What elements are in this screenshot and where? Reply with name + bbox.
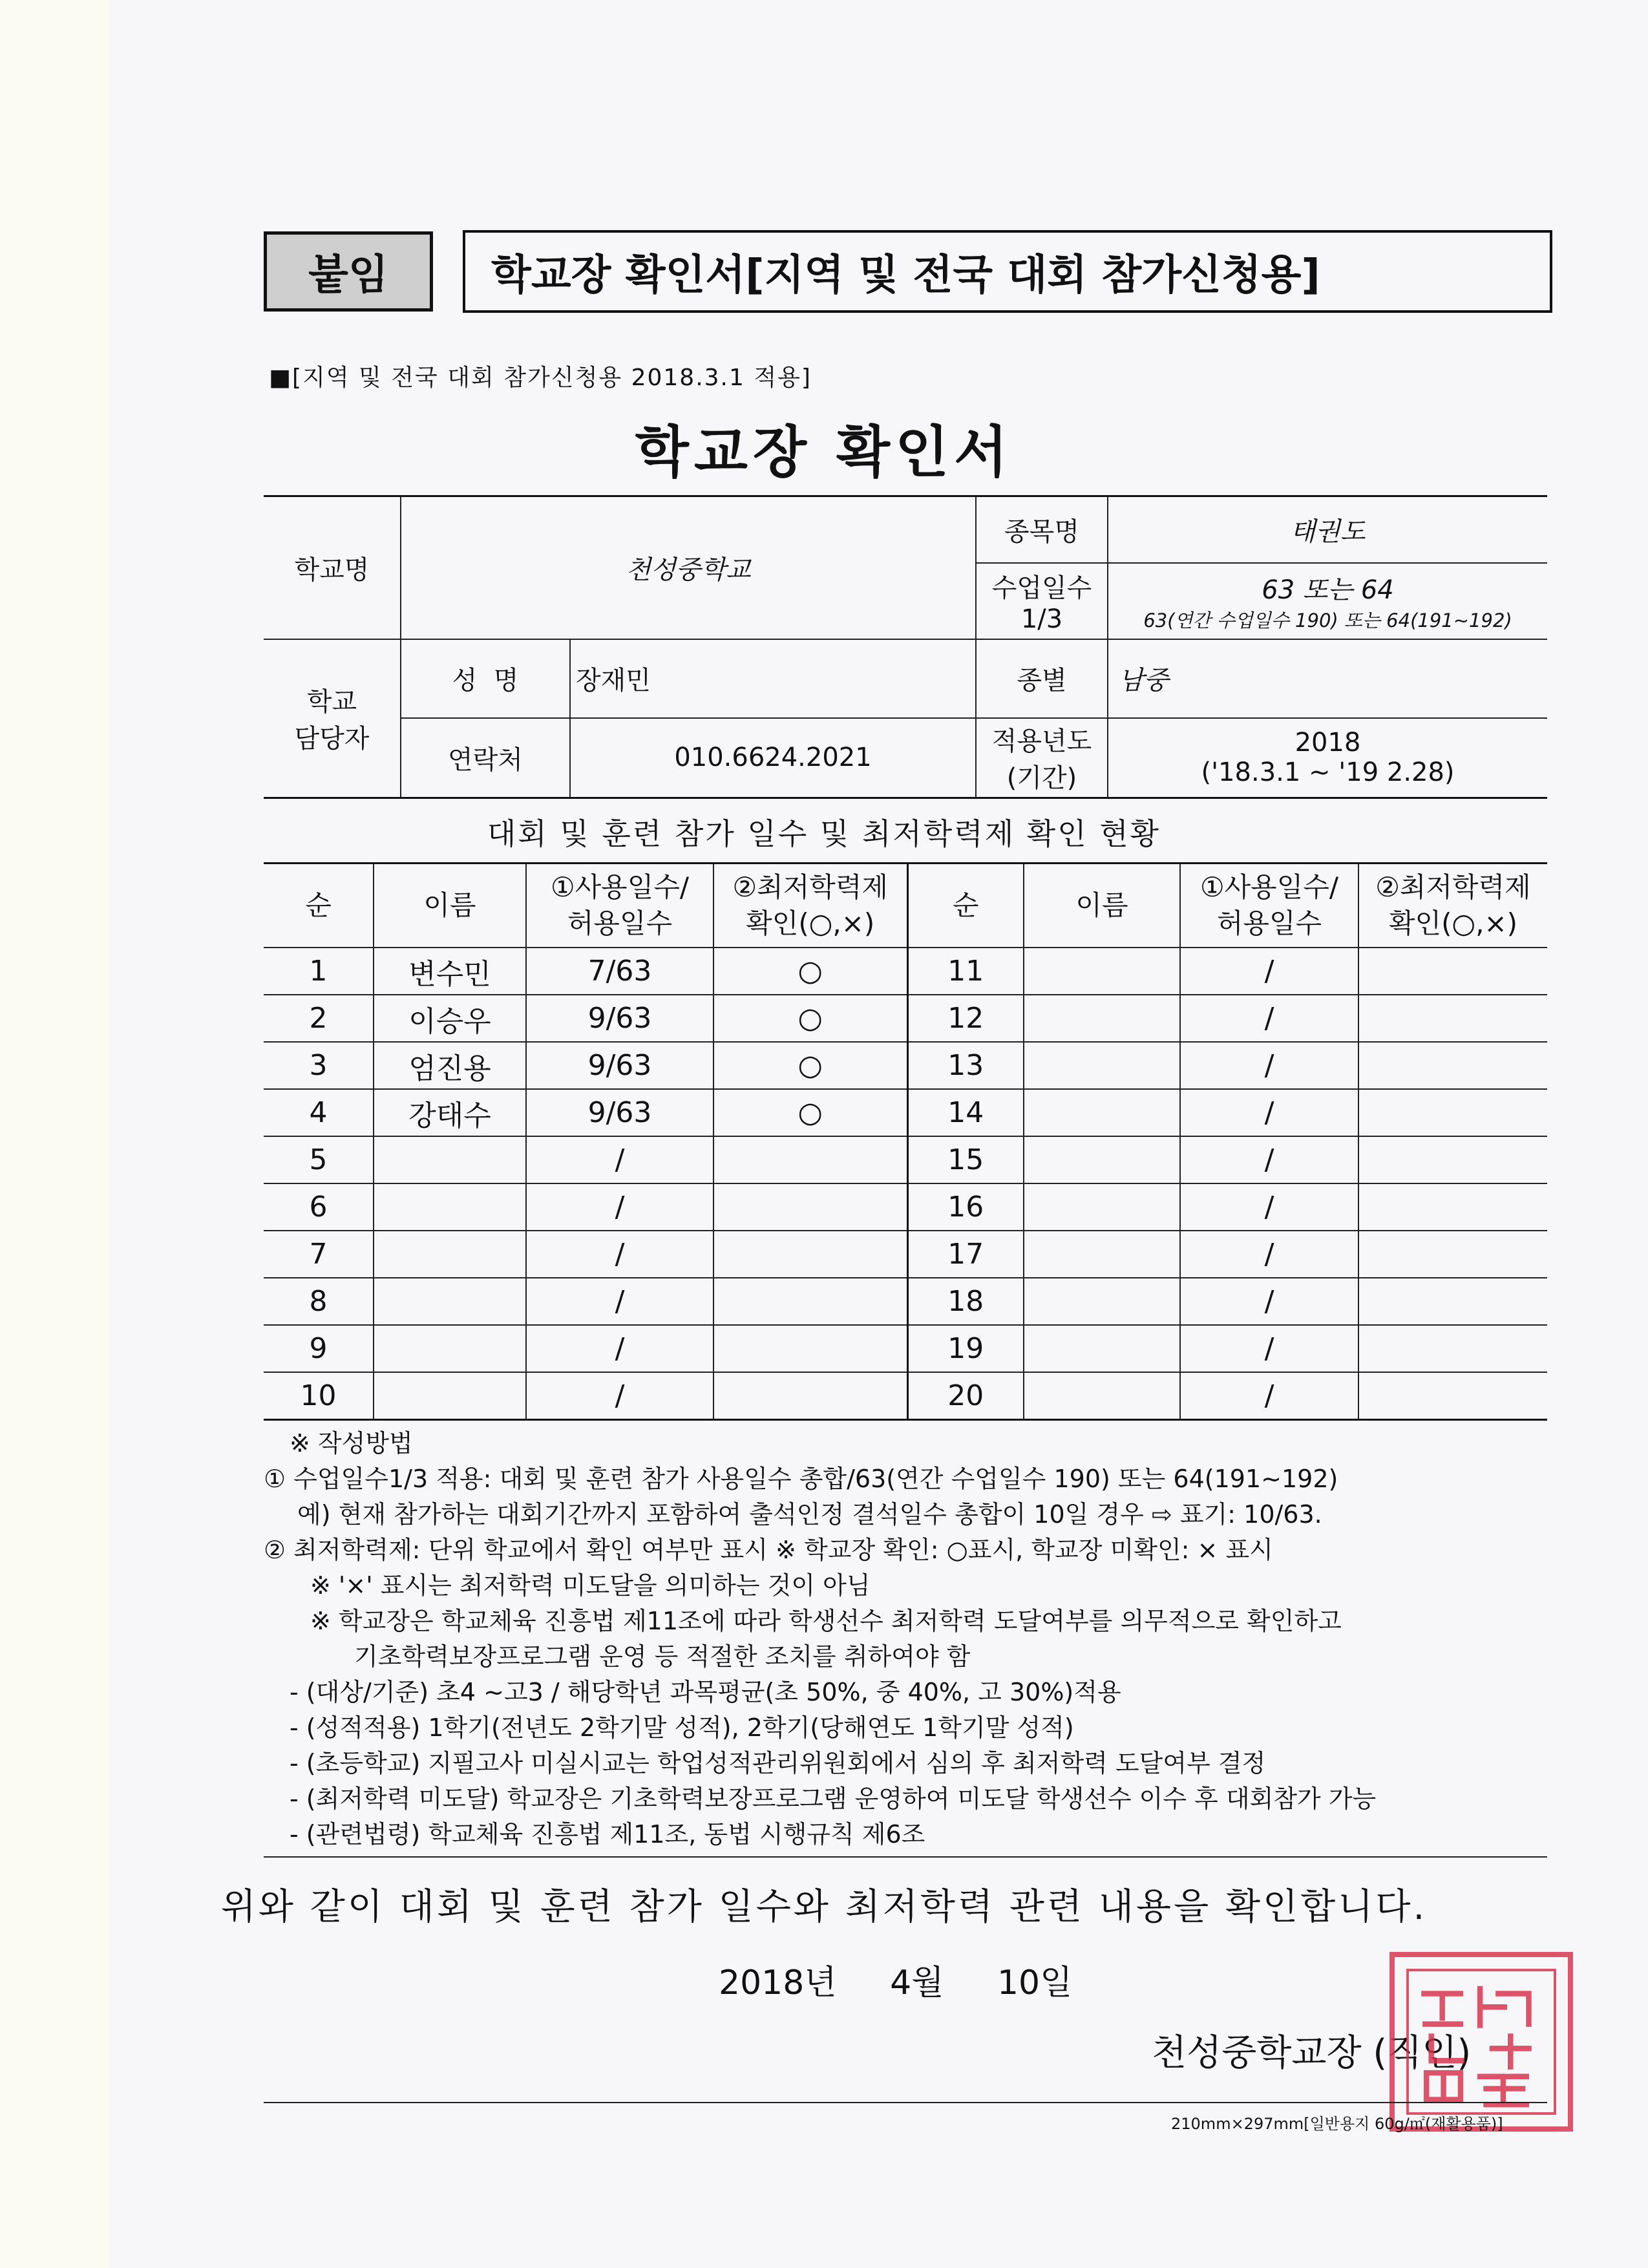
cell-check <box>713 1231 907 1278</box>
seal-glyphs <box>1395 1957 1568 2126</box>
cell-no: 11 <box>907 948 1024 995</box>
gender-label: 종별 <box>976 639 1108 718</box>
divider <box>264 1856 1547 1858</box>
header-name: 이름 <box>374 864 526 948</box>
cell-days: 7/63 <box>526 948 713 995</box>
class-days-value <box>1108 563 1547 639</box>
table-row <box>264 948 1547 995</box>
cell-check <box>713 1183 907 1231</box>
table-row <box>264 1325 1547 1372</box>
cell-days: / <box>1180 1089 1358 1136</box>
cell-days: / <box>526 1278 713 1325</box>
cell-check <box>713 1278 907 1325</box>
note-line: 기초학력보장프로그램 운영 등 적절한 조치를 취하여야 함 <box>354 1642 971 1671</box>
cell-no: 9 <box>264 1325 374 1372</box>
cell-check: ○ <box>713 995 907 1042</box>
cell-days: / <box>1180 1042 1358 1089</box>
cell-days: 9/63 <box>526 995 713 1042</box>
cell-check <box>713 1372 907 1420</box>
cell-name: 강태수 <box>374 1089 526 1136</box>
principal-signature: 천성중학교장 (직인) <box>1152 2032 1472 2074</box>
header-check-line1: ②최저학력제 <box>1375 871 1531 903</box>
header-check <box>1358 864 1547 948</box>
header-days-line1: ①사용일수/ <box>1199 871 1339 903</box>
header-days <box>1180 864 1358 948</box>
year-main: 2018 <box>1294 728 1361 758</box>
official-seal-stamp <box>1389 1952 1573 2132</box>
cell-name <box>374 1231 526 1278</box>
phone-value: 010.6624.2021 <box>570 718 976 798</box>
cell-no: 18 <box>907 1278 1024 1325</box>
event-label: 종목명 <box>976 496 1108 563</box>
cell-no: 20 <box>907 1372 1024 1420</box>
cell-no: 8 <box>264 1278 374 1325</box>
header-check-line1: ②최저학력제 <box>732 871 888 903</box>
cell-name <box>374 1183 526 1231</box>
cell-check: ○ <box>713 1042 907 1089</box>
header-no: 순 <box>907 864 1024 948</box>
contact-person-label <box>264 639 401 798</box>
header-name: 이름 <box>1024 864 1180 948</box>
school-label: 학교명 <box>264 496 401 639</box>
header-check-line2: 확인(○,×) <box>746 907 875 939</box>
class-days-note: 63(연간 수업일수 190) 또는 64(191~192) <box>1143 609 1512 631</box>
cell-check <box>1358 1372 1547 1420</box>
table-row <box>264 1278 1547 1325</box>
cell-days: / <box>1180 995 1358 1042</box>
cell-no: 17 <box>907 1231 1024 1278</box>
cell-check <box>1358 1278 1547 1325</box>
cell-name <box>1024 1136 1180 1183</box>
cell-no: 1 <box>264 948 374 995</box>
cell-no: 5 <box>264 1136 374 1183</box>
cell-name <box>1024 1089 1180 1136</box>
header-days <box>526 864 713 948</box>
confirmation-statement: 위와 같이 대회 및 훈련 참가 일수와 최저학력 관련 내용을 확인합니다. <box>220 1886 1428 1928</box>
cell-name <box>1024 1231 1180 1278</box>
cell-days: / <box>1180 1183 1358 1231</box>
school-info-table <box>264 495 1547 799</box>
cell-name <box>1024 1372 1180 1420</box>
cell-name <box>374 1325 526 1372</box>
cell-days: / <box>1180 948 1358 995</box>
cell-check <box>1358 1042 1547 1089</box>
cell-no: 16 <box>907 1183 1024 1231</box>
table-row <box>264 995 1547 1042</box>
cell-name <box>1024 1325 1180 1372</box>
phone-label: 연락처 <box>401 718 570 798</box>
cell-name <box>1024 1042 1180 1089</box>
attachment-tag: 붙임 <box>264 231 433 312</box>
note-line: - (대상/기준) 초4 ~고3 / 해당학년 과목평균(초 50%, 중 40%, 고 30%)적용 <box>290 1678 1121 1706</box>
cell-name: 이승우 <box>374 995 526 1042</box>
cell-no: 7 <box>264 1231 374 1278</box>
table-row <box>264 1136 1547 1183</box>
cell-no: 2 <box>264 995 374 1042</box>
note-line: - (성적적용) 1학기(전년도 2학기말 성적), 2학기(당해연도 1학기말 성적) <box>290 1713 1074 1742</box>
header-days-line2: 허용일수 <box>567 907 673 939</box>
participation-table <box>264 862 1547 1421</box>
event-name: 태권도 <box>1108 496 1547 563</box>
note-line: - (최저학력 미도달) 학교장은 기초학력보장프로그램 운영하여 미도달 학생선수 이수 후 대회참가 가능 <box>290 1785 1377 1813</box>
header-days-line2: 허용일수 <box>1216 907 1322 939</box>
year-value <box>1108 718 1547 798</box>
cell-no: 3 <box>264 1042 374 1089</box>
cell-days: / <box>526 1325 713 1372</box>
year-label-line2: (기간) <box>1006 763 1077 794</box>
cell-name <box>374 1372 526 1420</box>
cell-check <box>713 1325 907 1372</box>
year-label <box>976 718 1108 798</box>
cell-name <box>1024 1278 1180 1325</box>
document-title: 학교장 확인서 <box>635 420 1013 485</box>
cell-check <box>1358 1231 1547 1278</box>
cell-check <box>1358 948 1547 995</box>
year-label-line1: 적용년도 <box>991 726 1092 757</box>
header-check <box>713 864 907 948</box>
contact-label-line1: 학교 <box>306 687 357 717</box>
note-line: ※ '×' 표시는 최저학력 미도달을 의미하는 것이 아님 <box>310 1571 871 1600</box>
cell-days: 9/63 <box>526 1042 713 1089</box>
note-line: - (초등학교) 지필고사 미실시교는 학업성적관리위원회에서 심의 후 최저학력 도달여부 결정 <box>290 1749 1266 1777</box>
table-row <box>264 1042 1547 1089</box>
header-days-line1: ①사용일수/ <box>550 871 690 903</box>
cell-days: 9/63 <box>526 1089 713 1136</box>
date-day: 10일 <box>997 1964 1073 2002</box>
cell-days: / <box>1180 1136 1358 1183</box>
cell-no: 4 <box>264 1089 374 1136</box>
cell-name <box>1024 1183 1180 1231</box>
note-line: - (관련법령) 학교체육 진흥법 제11조, 동법 시행규칙 제6조 <box>290 1820 925 1849</box>
date-month: 4월 <box>890 1964 944 2002</box>
cell-check <box>713 1136 907 1183</box>
name-label: 성 명 <box>401 639 570 718</box>
table-row <box>264 1183 1547 1231</box>
cell-no: 12 <box>907 995 1024 1042</box>
note-line: ① 수업일수1/3 적용: 대회 및 훈련 참가 사용일수 총합/63(연간 수업일수 190) 또는 64(191~192) <box>264 1465 1338 1493</box>
class-days-label <box>976 563 1108 639</box>
gender-value: 남중 <box>1108 639 1547 718</box>
cell-check <box>1358 1089 1547 1136</box>
cell-no: 6 <box>264 1183 374 1231</box>
cell-days: / <box>526 1372 713 1420</box>
cell-check <box>1358 1136 1547 1183</box>
cell-no: 19 <box>907 1325 1024 1372</box>
cell-days: / <box>526 1136 713 1183</box>
cell-days: / <box>1180 1278 1358 1325</box>
year-range: ('18.3.1 ~ '19 2.28) <box>1201 758 1455 788</box>
table-row <box>264 1372 1547 1420</box>
cell-days: / <box>1180 1325 1358 1372</box>
header-check-line2: 확인(○,×) <box>1388 907 1518 939</box>
table-row <box>264 1231 1547 1278</box>
header-no: 순 <box>264 864 374 948</box>
instructions <box>264 1426 1556 1852</box>
cell-check <box>1358 995 1547 1042</box>
cell-check: ○ <box>713 1089 907 1136</box>
cell-no: 15 <box>907 1136 1024 1183</box>
cell-name: 엄진용 <box>374 1042 526 1089</box>
date-year: 2018년 <box>719 1964 837 2002</box>
class-days-label-line1: 수업일수 <box>991 573 1092 603</box>
cell-no: 14 <box>907 1089 1024 1136</box>
issue-date <box>719 1955 1111 2004</box>
cell-check: ○ <box>713 948 907 995</box>
header-title: 학교장 확인서[지역 및 전국 대회 참가신청용] <box>463 230 1552 313</box>
cell-name <box>374 1278 526 1325</box>
school-name: 천성중학교 <box>401 496 976 639</box>
contact-label-line2: 담당자 <box>294 724 370 754</box>
cell-name <box>1024 948 1180 995</box>
table-row <box>264 1089 1547 1136</box>
cell-name <box>374 1136 526 1183</box>
cell-days: / <box>526 1183 713 1231</box>
note-line: ※ 작성방법 <box>290 1429 413 1457</box>
cell-name: 변수민 <box>374 948 526 995</box>
note-line: ※ 학교장은 학교체육 진흥법 제11조에 따라 학생선수 최저학력 도달여부를 의무적으로 확인하고 <box>310 1607 1342 1635</box>
section-title: 대회 및 훈련 참가 일수 및 최저학력제 확인 현황 <box>487 816 1161 851</box>
cell-days: / <box>1180 1231 1358 1278</box>
apply-note: ■[지역 및 전국 대회 참가신청용 2018.3.1 적용] <box>269 365 812 391</box>
cell-check <box>1358 1325 1547 1372</box>
table-header-row <box>264 864 1547 948</box>
contact-name: 장재민 <box>570 639 976 718</box>
footer-divider <box>264 2102 1547 2103</box>
cell-days: / <box>526 1231 713 1278</box>
class-days-label-line2: 1/3 <box>1020 604 1063 634</box>
cell-days: / <box>1180 1372 1358 1420</box>
cell-no: 10 <box>264 1372 374 1420</box>
cell-check <box>1358 1183 1547 1231</box>
class-days-main: 63 또는 64 <box>1262 575 1394 605</box>
paper-spec: 210mm×297mm[일반용지 60g/㎡(재활용품)] <box>1171 2115 1503 2133</box>
cell-no: 13 <box>907 1042 1024 1089</box>
note-line: ② 최저학력제: 단위 학교에서 확인 여부만 표시 ※ 학교장 확인: ○표시, 학교장 미확인: × 표시 <box>264 1536 1273 1564</box>
note-line: 예) 현재 참가하는 대회기간까지 포함하여 출석인정 결석일수 총합이 10일 경우 ⇨ 표기: 10/63. <box>297 1500 1322 1529</box>
cell-name <box>1024 995 1180 1042</box>
